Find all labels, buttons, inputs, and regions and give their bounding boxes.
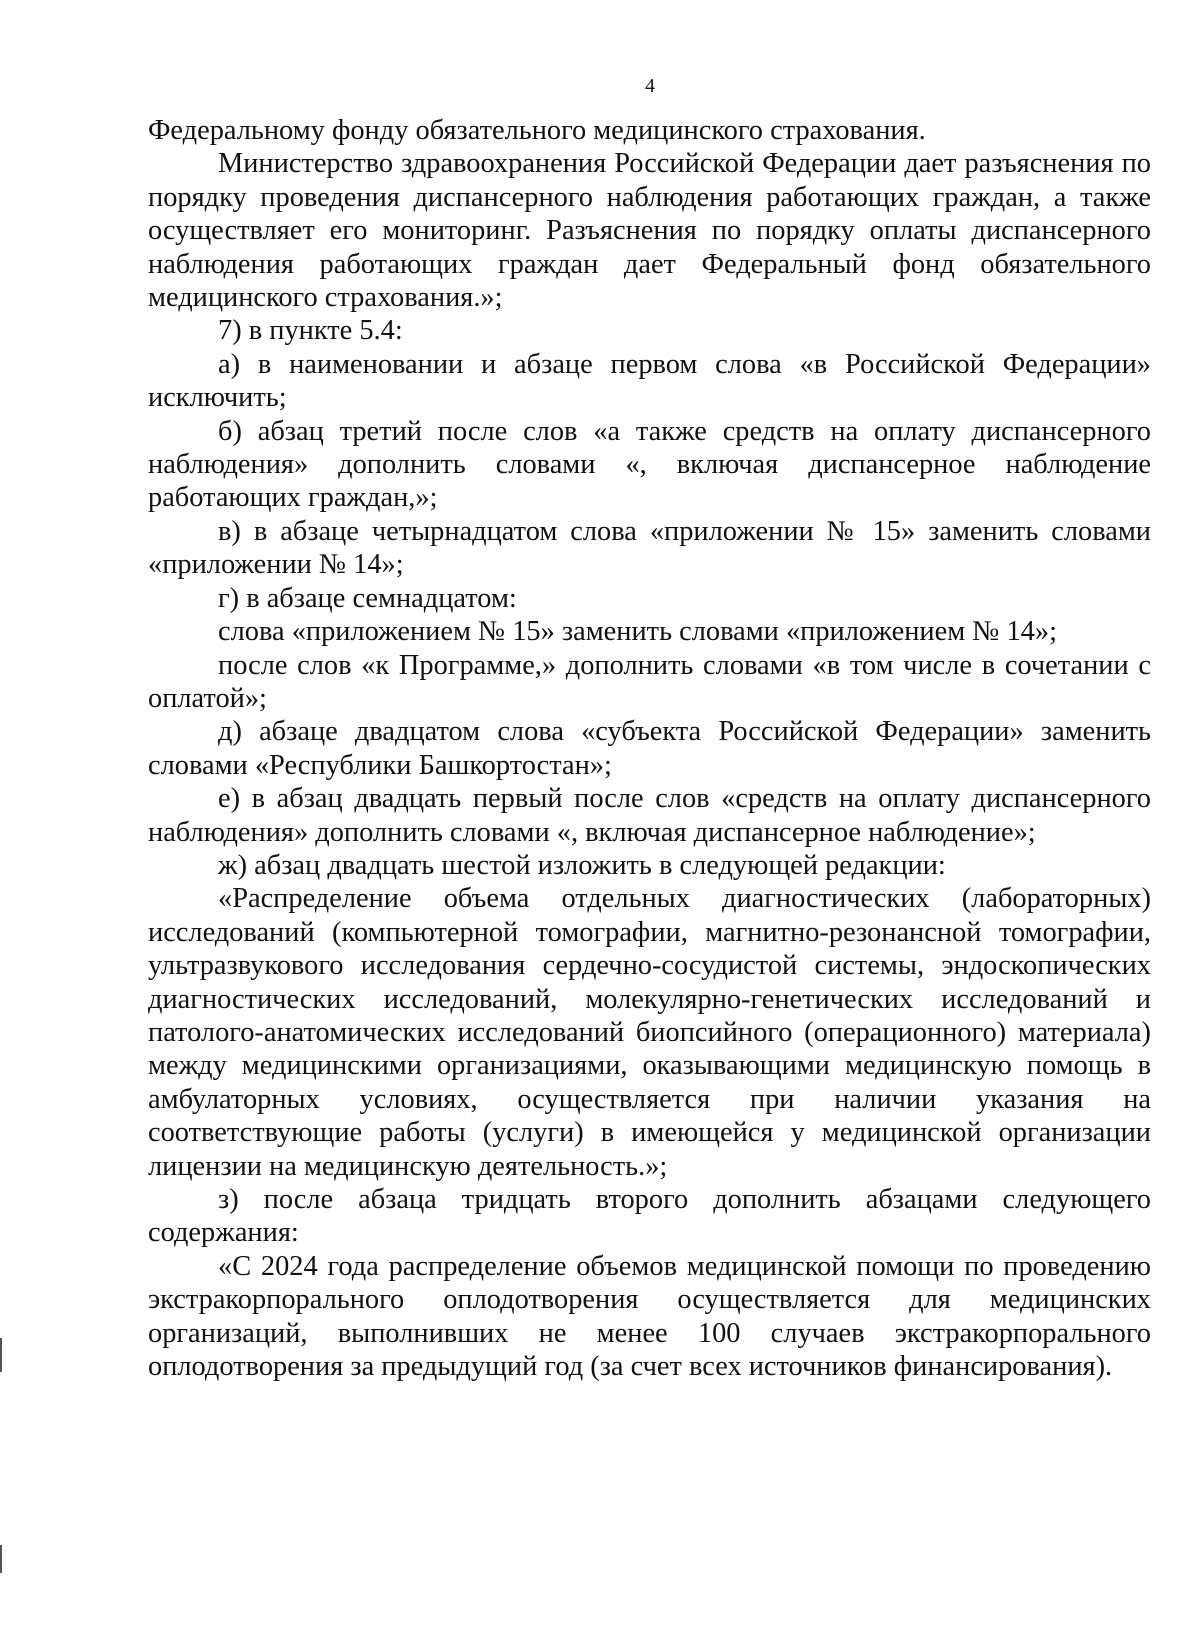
paragraph-9: после слов «к Программе,» дополнить словами «в том числе в сочетании с оплатой»; bbox=[148, 649, 1151, 714]
paragraph-13: «Распределение объема отдельных диагностических (лабораторных) исследований (компьютерной томографии, магнитно-резонансной томографии, ультразвукового исследования сердечно-сосудистой системы, эндоскопических диагностических исследований, молекулярно-генетических исследований и патолого-анатомических исследований биопсийного (операционного) материала) между медицинскими организациями, оказывающими медицинскую помощь в амбулаторных условиях, осуществляется при наличии указания на соответствующие работы (услуги) в имеющейся у медицинской организации лицензии на медицинскую деятельность.»; bbox=[148, 883, 1151, 1182]
paragraph-15: «С 2024 года распределение объемов медицинской помощи по проведению экстракорпорального оплодотворения осуществляется для медицинских организаций, выполнивших не менее 100 случаев экстракорпорального оплодотворения за предыдущий год (за счет всех источников финансирования). bbox=[148, 1250, 1151, 1383]
paragraph-1: Федеральному фонду обязательного медицинского страхования. bbox=[148, 115, 926, 146]
paragraph-2: Министерство здравоохранения Российской Федерации дает разъяснения по порядку проведения диспансерного наблюдения работающих граждан, а также осуществляет его мониторинг. Разъяснения по порядку оплаты диспансерного наблюдения работающих граждан дает Федеральный фонд обязательного медицинского страхования.»; bbox=[148, 148, 1151, 314]
paragraph-4: а) в наименовании и абзаце первом слова «в Российской Федерации» исключить; bbox=[148, 348, 1151, 414]
page-number: 4 bbox=[645, 75, 655, 97]
paragraph-12: ж) абзац двадцать шестой изложить в следующей редакции: bbox=[218, 849, 946, 881]
paragraph-10: д) абзаце двадцатом слова «субъекта Российской Федерации» заменить словами «Республики Башкортостан»; bbox=[148, 716, 1151, 781]
paragraph-5: б) абзац третий после слов «а также средств на оплату диспансерного наблюдения» дополнить словами «, включая диспансерное наблюдение работающих граждан,»; bbox=[148, 415, 1151, 514]
paragraph-6: в) в абзаце четырнадцатом слова «приложении № 15» заменить словами «приложении № 14»; bbox=[148, 515, 1151, 581]
scan-edge-mark bbox=[0, 1545, 2, 1573]
paragraph-7: г) в абзаце семнадцатом: bbox=[218, 582, 517, 614]
paragraph-3: 7) в пункте 5.4: bbox=[218, 315, 403, 347]
paragraph-8: слова «приложением № 15» заменить словами «приложением № 14»; bbox=[218, 616, 1057, 648]
document-body bbox=[148, 114, 1151, 1383]
scan-edge-mark bbox=[0, 1338, 2, 1372]
paragraph-14: з) после абзаца тридцать второго дополнить абзацами следующего содержания: bbox=[148, 1184, 1151, 1249]
paragraph-11: е) в абзац двадцать первый после слов «средств на оплату диспансерного наблюдения» дополнить словами «, включая диспансерное наблюдение»; bbox=[148, 783, 1151, 848]
